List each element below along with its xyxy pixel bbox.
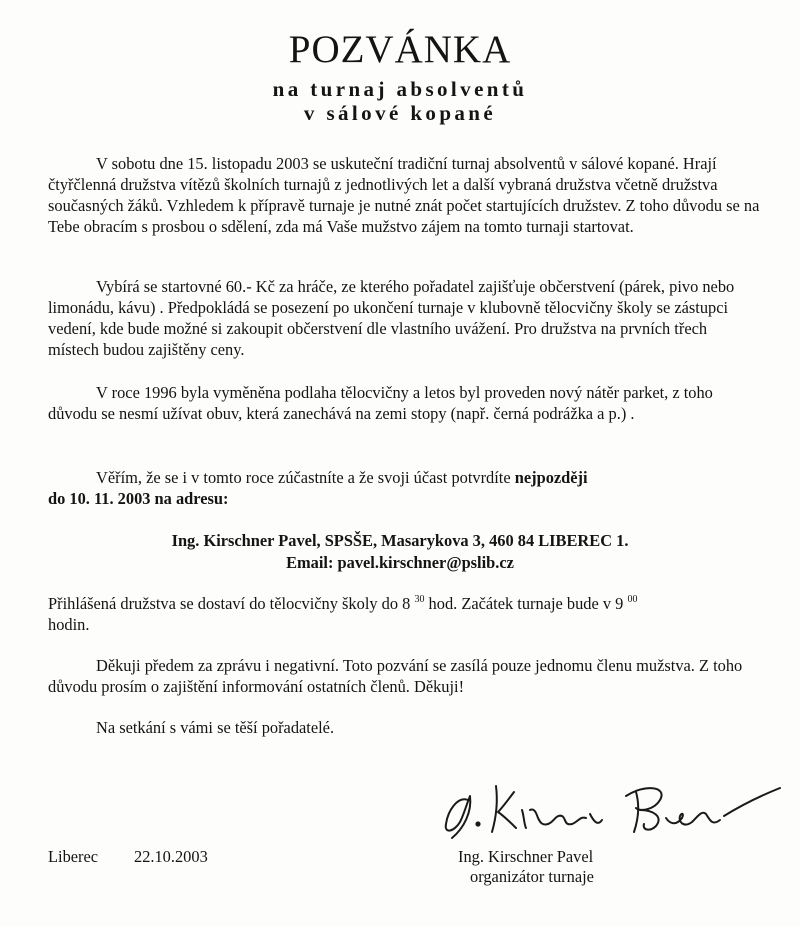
address-line: Ing. Kirschner Pavel, SPSŠE, Masarykova 3, 460 84 LIBEREC 1. <box>171 531 629 550</box>
arrival-text-c: hodin. <box>48 615 90 634</box>
arrival-minutes: 30 <box>414 594 425 605</box>
arrival-text-a: Přihlášená družstva se dostaví do tělocvičny školy do 8 <box>48 594 415 613</box>
paragraph-closing-text: Na setkání s vámi se těší pořadatelé. <box>96 718 335 737</box>
deadline-date: do 10. 11. 2003 na adresu: <box>48 489 229 508</box>
subtitle-line-1: na turnaj absolventů <box>272 77 528 101</box>
signer-name: Ing. Kirschner Pavel <box>458 847 594 866</box>
paragraph-intro <box>48 153 762 237</box>
arrival-text-b: hod. Začátek turnaje bude v 9 <box>424 594 628 613</box>
page-title: POZVÁNKA <box>288 28 512 71</box>
paragraph-floor <box>48 382 762 424</box>
subtitle-line-2: v sálové kopané <box>303 101 497 125</box>
signer-role: organizátor turnaje <box>470 867 594 886</box>
paragraph-confirm-text: Věřím, že se i v tomto roce zúčastníte a že svoji účast potvrdíte <box>96 468 515 487</box>
deadline-emphasis: nejpozději <box>514 468 588 487</box>
email-line[interactable]: Email: pavel.kirschner@pslib.cz <box>286 553 514 572</box>
paragraph-fee <box>48 276 762 360</box>
handwritten-signature <box>430 766 790 846</box>
start-minutes: 00 <box>627 594 638 605</box>
paragraph-thanks <box>48 655 762 697</box>
paragraph-confirm <box>48 467 762 509</box>
paragraph-arrival <box>48 593 762 635</box>
paragraph-fee-text: Vybírá se startovné 60.- Kč za hráče, ze kterého pořadatel zajišťuje občerstvení (párek, pivo nebo limonádu, kávu) . Předpokládá se posezení po ukončení turnaje v klubovně tělocvičny školy se zástupci vedení, kde bude možné si zakoupit občerstvení dle vlastního uvážení. Pro družstva na prvních třech místech budou zajištěny ceny. <box>48 277 735 359</box>
paragraph-floor-text: V roce 1996 byla vyměněna podlaha tělocvičny a letos byl proveden nový nátěr parket, z toho důvodu se nesmí užívat obuv, která zanechává na zemi stopy (např. černá podrážka a p.) . <box>48 383 713 423</box>
paragraph-intro-text: V sobotu dne 15. listopadu 2003 se uskuteční tradiční turnaj absolventů v sálové kopané. Hrají čtyřčlenná družstva vítězů školních turnajů z jednotlivých let a další vybraná družstva včetně družstva současných žáků. Vzhledem k přípravě turnaje je nutné znát počet startujících družstev. Z toho důvodu se na Tebe obracím s prosbou o sdělení, zda má Vaše mužstvo zájem na tomto turnaji startovat. <box>48 154 760 236</box>
paragraph-closing <box>48 717 762 738</box>
footer-place: Liberec <box>48 847 99 866</box>
paragraph-thanks-text: Děkuji předem za zprávu i negativní. Toto pozvání se zasílá pouze jednomu členu mužstva. Z toho důvodu prosím o zajištění informování ostatních členů. Děkuji! <box>48 656 743 696</box>
footer-date: 22.10.2003 <box>134 847 208 866</box>
